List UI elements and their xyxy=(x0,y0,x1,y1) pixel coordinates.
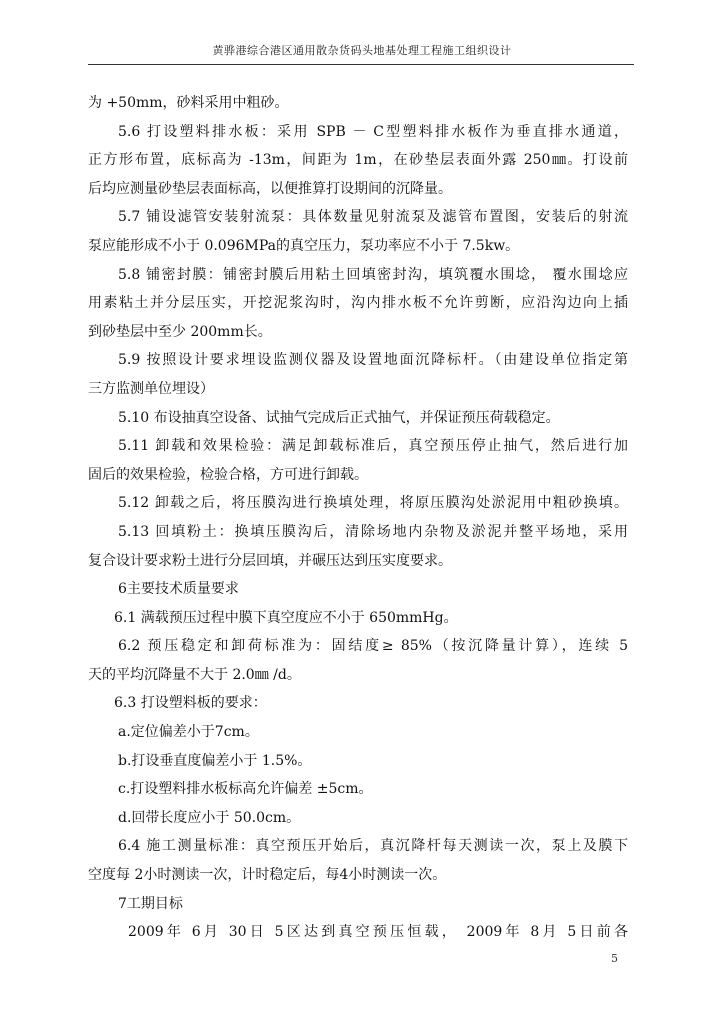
text-line: 5.13 回填粉土：换填压膜沟后，清除场地内杂物及淤泥并整平场地，采用 xyxy=(118,523,628,540)
text-line: 5.7 铺设滤管安装射流泵：具体数量见射流泵及滤管布置图，安装后的射流 xyxy=(118,209,628,226)
text-line: 5.9 按照设计要求埋设监测仪器及设置地面沉降标杆。（由建设单位指定第 xyxy=(118,352,628,369)
text-line: 天的平均沉降量不大于 2.0㎜ /d。 xyxy=(88,666,301,683)
text-line: 6.1 满载预压过程中膜下真空度应不小于 650mmHg。 xyxy=(114,609,458,626)
text-line: 三方监测单位埋设） xyxy=(88,380,214,397)
page-header-title: 黄骅港综合港区通用散杂货码头地基处理工程施工组织设计 xyxy=(212,44,512,57)
text-line: 6.2 预压稳定和卸荷标准为：固结度≥ 85%（按沉降量计算），连续 5 xyxy=(118,638,628,655)
text-line: 6.3 打设塑料板的要求： xyxy=(114,695,267,712)
text-line: 为 +50mm，砂料采用中粗砂。 xyxy=(88,95,289,111)
text-line: 7工期目标 xyxy=(118,895,183,912)
text-line: d.回带长度应小于 50.0cm。 xyxy=(118,809,301,826)
text-line: 6主要技术质量要求 xyxy=(118,581,239,598)
text-line: 复合设计要求粉土进行分层回填，并碾压达到压实度要求。 xyxy=(88,552,452,569)
text-line: 到砂垫层中至少 200mm长。 xyxy=(88,323,272,340)
page-number: 5 xyxy=(611,952,618,965)
text-line: 空度每 2小时测读一次，计时稳定后，每4小时测读一次。 xyxy=(88,867,447,884)
document-body xyxy=(88,89,628,947)
header-divider xyxy=(88,64,634,65)
text-line: a.定位偏差小于7cm。 xyxy=(118,724,259,741)
text-line: 正方形布置，底标高为 -13m，间距为 1m，在砂垫层表面外露 250㎜。打设前 xyxy=(88,152,628,169)
text-line: 5.8 铺密封膜：铺密封膜后用粘土回填密封沟，填筑覆水围埝， 覆水围埝应 xyxy=(118,266,628,283)
text-line: 5.12 卸载之后，将压膜沟进行换填处理，将原压膜沟处淤泥用中粗砂换填。 xyxy=(118,495,628,512)
text-line: 用素粘土并分层压实，开挖泥浆沟时，沟内排水板不允许剪断，应沿沟边向上插 xyxy=(88,295,628,312)
text-line: 后均应测量砂垫层表面标高，以便推算打设期间的沉降量。 xyxy=(88,180,452,197)
text-line: 6.4 施工测量标准：真空预压开始后，真沉降杆每天测读一次，泵上及膜下 xyxy=(118,838,628,855)
text-line: 5.10 布设抽真空设备、试抽气完成后正式抽气，并保证预压荷载稳定。 xyxy=(118,409,560,426)
text-line: b.打设垂直度偏差小于 1.5%。 xyxy=(118,752,312,769)
text-line: 5.6 打设塑料排水板：采用 SPB － C型塑料排水板作为垂直排水通道， xyxy=(118,123,628,140)
text-line: 2009年 6月 30日 5区达到真空预压恒载， 2009年 8月 5日前各 xyxy=(128,924,628,941)
text-line: 5.11 卸载和效果检验：满足卸载标准后，真空预压停止抽气，然后进行加 xyxy=(118,438,628,455)
text-line: 固后的效果检验，检验合格，方可进行卸载。 xyxy=(88,466,368,483)
text-line: 泵应能形成不小于 0.096MPa的真空压力，泵功率应不小于 7.5kw。 xyxy=(88,237,520,254)
text-line: c.打设塑料排水板标高允许偏差 ±5cm。 xyxy=(118,781,373,798)
